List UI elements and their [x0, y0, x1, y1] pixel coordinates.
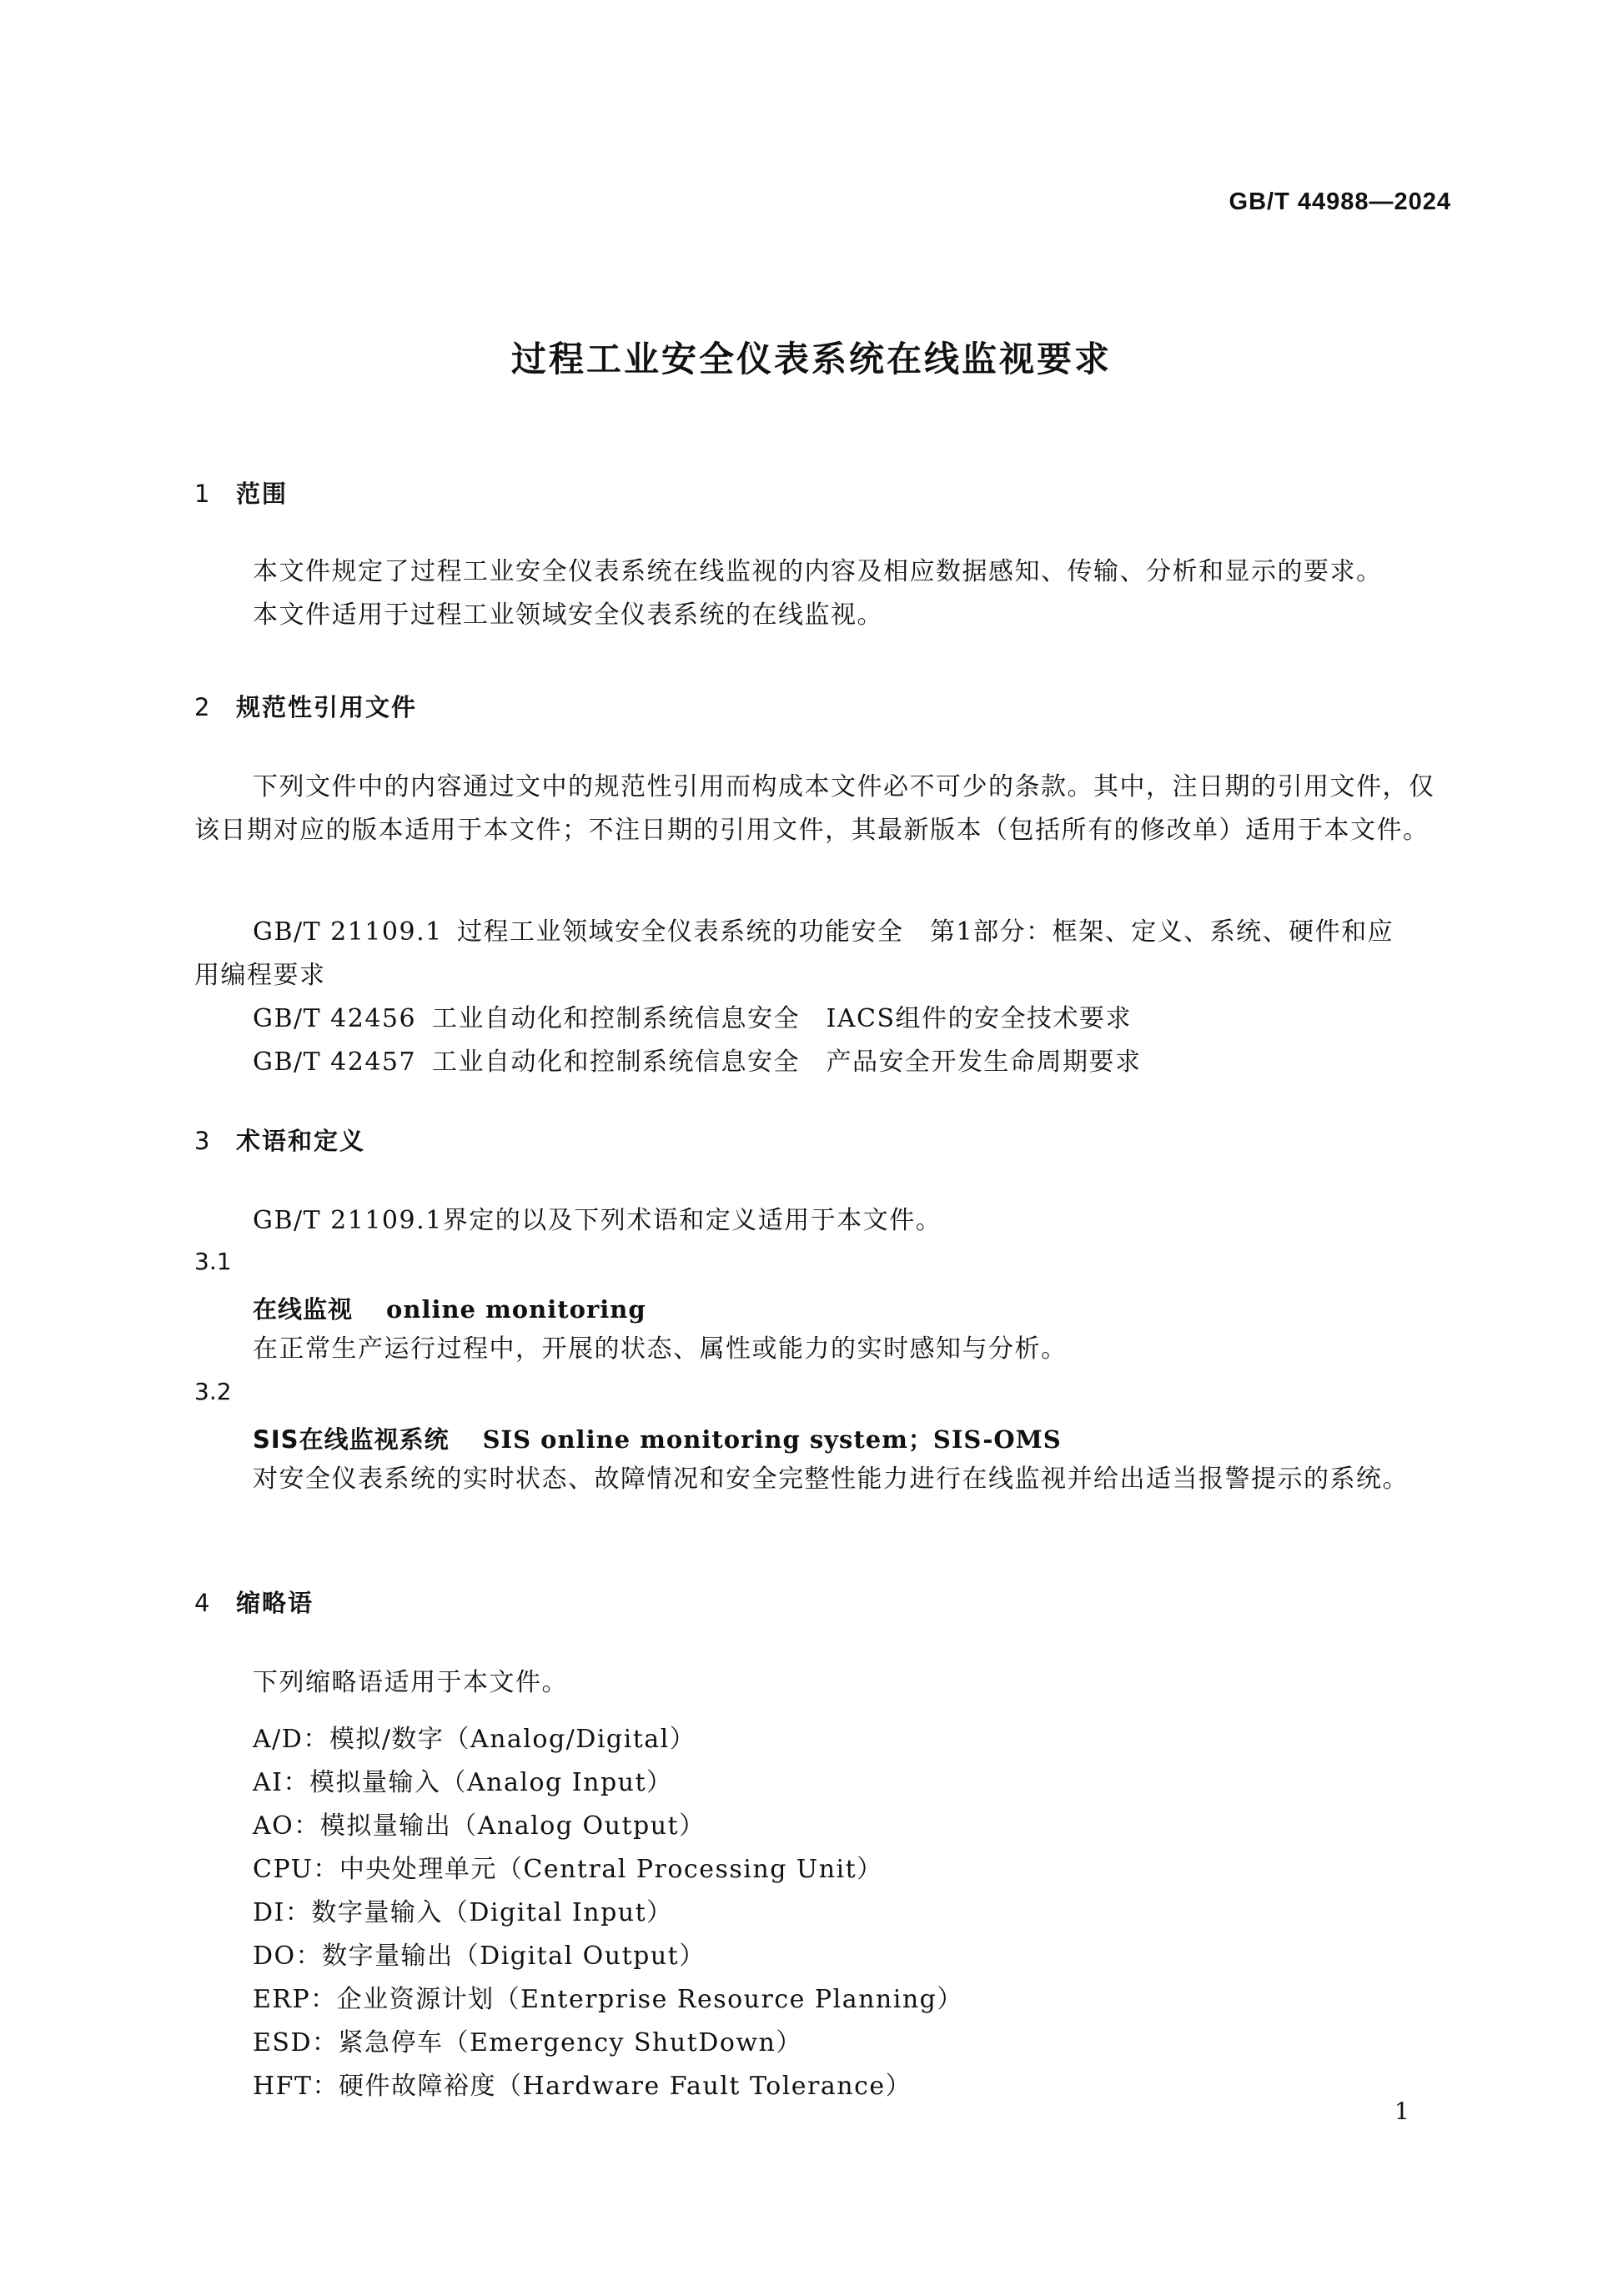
term-entry	[253, 1291, 646, 1325]
term-number: 3.2	[194, 1378, 232, 1405]
page-number: 1	[1394, 2098, 1409, 2125]
section-3-heading	[194, 1123, 365, 1157]
paragraph: 下列缩略语适用于本文件。	[253, 1668, 568, 1697]
section-number: 2	[194, 693, 212, 721]
section-1-heading	[194, 475, 288, 510]
abbreviation-item: AO：模拟量输出（Analog Output）	[253, 1811, 706, 1841]
section-number: 3	[194, 1127, 212, 1155]
reference-title: 工业自动化和控制系统信息安全 产品安全开发生命周期要求	[432, 1048, 1142, 1077]
document-number: GB/T 44988—2024	[1229, 188, 1451, 215]
reference-code: GB/T 42456	[253, 1004, 417, 1033]
section-number: 4	[194, 1589, 212, 1617]
term-definition: 对安全仪表系统的实时状态、故障情况和安全完整性能力进行在线监视并给出适当报警提示的系统。	[253, 1465, 1409, 1494]
section-title: 规范性引用文件	[236, 693, 418, 721]
term-number: 3.1	[194, 1248, 232, 1275]
reference-code: GB/T 21109.1	[253, 917, 443, 947]
reference-title: 工业自动化和控制系统信息安全 IACS组件的安全技术要求	[432, 1004, 1133, 1033]
term-zh: 在线监视	[253, 1295, 354, 1324]
term-definition: 在正常生产运行过程中，开展的状态、属性或能力的实时感知与分析。	[253, 1334, 1068, 1364]
section-title: 范围	[236, 480, 289, 508]
section-title: 缩略语	[236, 1589, 314, 1617]
abbreviation-item: HFT：硬件故障裕度（Hardware Fault Tolerance）	[253, 2072, 912, 2101]
section-title: 术语和定义	[236, 1127, 366, 1155]
term-en: online monitoring	[386, 1295, 646, 1324]
reference-title: 过程工业领域安全仪表系统的功能安全 第1部分：框架、定义、系统、硬件和应	[457, 917, 1394, 947]
abbreviation-item: A/D：模拟/数字（Analog/Digital）	[253, 1725, 696, 1754]
document-title: 过程工业安全仪表系统在线监视要求	[510, 339, 1112, 379]
paragraph: 下列文件中的内容通过文中的规范性引用而构成本文件必不可少的条款。其中，注日期的引用文件，仅该日期对应的版本适用于本文件；不注日期的引用文件，其最新版本（包括所有的修改单）适用于本文件。	[194, 772, 1435, 845]
reference-item	[253, 1041, 1142, 1078]
section-number: 1	[194, 480, 212, 508]
reference-item	[253, 911, 1394, 947]
abbreviation-item: CPU：中央处理单元（Central Processing Unit）	[253, 1855, 883, 1884]
abbreviation-item: ESD：紧急停车（Emergency ShutDown）	[253, 2028, 802, 2057]
reference-item	[253, 997, 1132, 1034]
abbreviation-item: AI：模拟量输入（Analog Input）	[253, 1768, 673, 1797]
paragraph: GB/T 21109.1界定的以及下列术语和定义适用于本文件。	[253, 1206, 942, 1235]
term-en: SIS online monitoring system；SIS-OMS	[482, 1425, 1062, 1454]
term-zh: SIS在线监视系统	[253, 1425, 450, 1454]
section-4-heading	[194, 1585, 314, 1619]
reference-code: GB/T 42457	[253, 1048, 417, 1077]
abbreviation-item: DI：数字量输入（Digital Input）	[253, 1898, 673, 1927]
section-2-heading	[194, 689, 417, 723]
reference-continuation: 用编程要求	[194, 961, 326, 990]
term-entry	[253, 1421, 1062, 1455]
paragraph: 本文件适用于过程工业领域安全仪表系统的在线监视。	[253, 600, 883, 630]
paragraph: 本文件规定了过程工业安全仪表系统在线监视的内容及相应数据感知、传输、分析和显示的要求。	[253, 557, 1383, 586]
abbreviation-item: DO：数字量输出（Digital Output）	[253, 1942, 706, 1971]
abbreviation-item: ERP：企业资源计划（Enterprise Resource Planning）	[253, 1985, 963, 2014]
